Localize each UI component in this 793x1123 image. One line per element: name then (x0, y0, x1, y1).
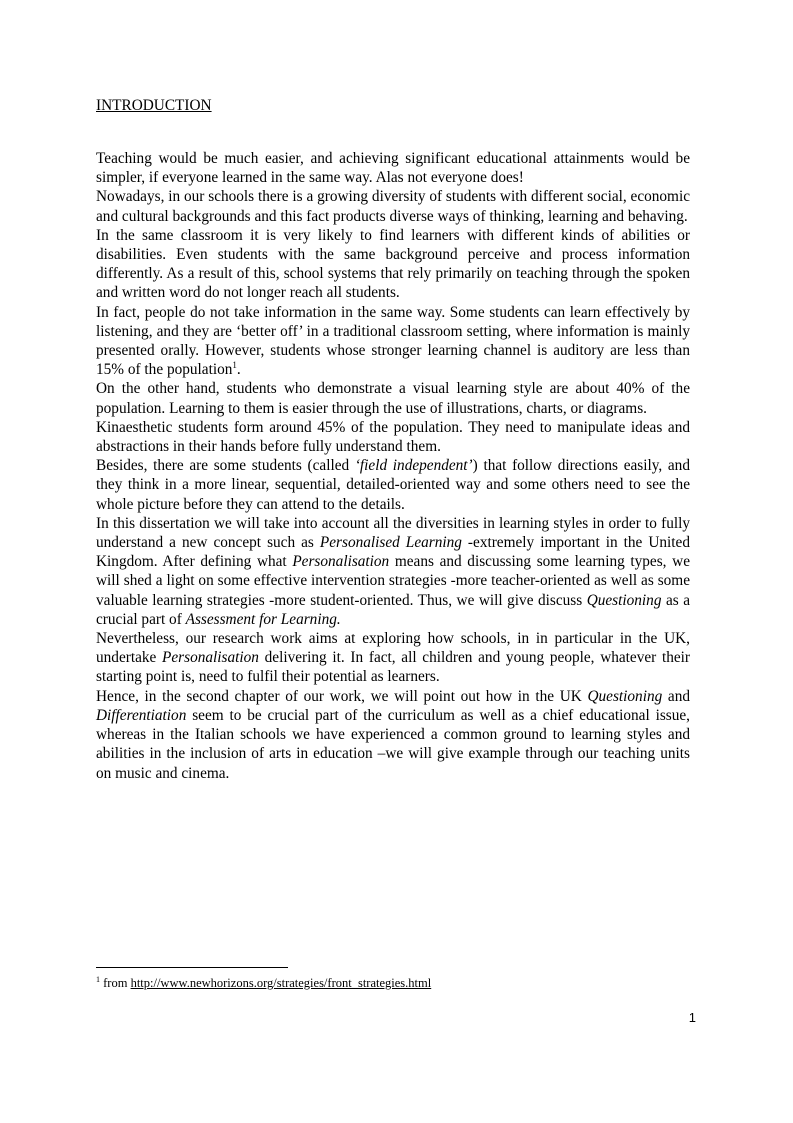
paragraph-text: ) that follow directions easily, and they think in a more linear, sequential, detailed-oriented way and some others need to see the whole picture before they can attend to the details. (96, 457, 690, 513)
italic-text: Assessment for Learning. (185, 610, 341, 628)
paragraph-text: . (236, 361, 241, 379)
paragraph (96, 187, 690, 225)
italic-text: Personalisation (292, 553, 390, 571)
italic-text: Personalisation (162, 649, 259, 667)
paragraph-text: and (662, 687, 690, 705)
italic-text: Questioning (587, 687, 663, 705)
italic-text: Questioning (586, 591, 662, 609)
paragraph (96, 226, 690, 303)
paragraph-text: In this dissertation we will take into account all the diversities in learning styles in order to fully understand a new concept such as (96, 514, 690, 552)
footnote-divider (96, 967, 288, 968)
paragraph (96, 687, 690, 783)
footnote-link[interactable]: http://www.newhorizons.org/strategies/front_strategies.html (130, 976, 432, 990)
paragraph-text: Nowadays, in our schools there is a growing diversity of students with different social, economic and cultural backgrounds and this fact products diverse ways of thinking, learning and behaving. (96, 188, 690, 225)
italic-text: Personalised Learning (319, 534, 462, 552)
paragraph-text: means and discussing some learning types, we will shed a light on some effective intervention strategies -more teacher-oriented as well as some valuable learning strategies -more student-oriented. Thus, we will give discuss (96, 553, 690, 609)
paragraph-text: Hence, in the second chapter of our work, we will point out how in the UK (96, 687, 588, 705)
italic-text: ‘field independent’ (354, 457, 473, 475)
paragraph (96, 456, 690, 514)
paragraph-text: In the same classroom it is very likely to find learners with different kinds of abilities or disabilities. Even students with the same background perceive and process information differently. As a result of this, school systems that rely primarily on teaching through the spoken and written word do not longer reach all students. (96, 226, 690, 302)
paragraph-text: Nevertheless, our research work aims at exploring how schools, in in particular in the UK, undertake (96, 630, 690, 667)
page-number: 1 (688, 1010, 696, 1025)
footnote (96, 975, 431, 991)
footnote-mark: 1 (96, 974, 100, 984)
paragraph-text: Teaching would be much easier, and achieving significant educational attainments would be simpler, if everyone learned in the same way. Alas not everyone does! (96, 150, 690, 187)
body-text (96, 149, 690, 783)
footnote-prefix: from (100, 976, 131, 990)
paragraph-text: Kinaesthetic students form around 45% of the population. They need to manipulate ideas and abstractions in their hands before fully understand them. (96, 418, 690, 456)
paragraph-text: seem to be crucial part of the curriculum as well as a chief educational issue, whereas in the Italian schools we have experienced a common ground to learning styles and abilities in the inclusion of arts in education –we will give example through our teaching units on music and cinema. (96, 706, 690, 782)
paragraph-text: as a crucial part of (96, 591, 691, 628)
paragraph (96, 303, 690, 380)
paragraph (96, 418, 690, 456)
paragraph (96, 629, 690, 687)
paragraph-text: -extremely important in the United Kingdom. After defining what (96, 534, 690, 571)
paragraph (96, 149, 690, 187)
paragraph-text: On the other hand, students who demonstrate a visual learning style are about 40% of the population. Learning to them is easier through the use of illustrations, charts, or diagrams. (96, 380, 690, 417)
paragraph-text: In fact, people do not take information in the same way. Some students can learn effectively by listening, and they are ‘better off’ in a traditional classroom setting, where information is mainly presented orally. However, students whose stronger learning channel is auditory are less than 15% of the population (96, 303, 690, 379)
italic-text: Differentiation (96, 706, 187, 724)
paragraph-text: Besides, there are some students (called (96, 457, 355, 475)
paragraph-text: delivering it. In fact, all children and young people, whatever their starting point is, need to fulfil their potential as learners. (96, 649, 690, 686)
paragraph (96, 379, 690, 417)
section-heading: INTRODUCTION (96, 97, 212, 114)
paragraph (96, 514, 690, 629)
footnote-reference: 1 (232, 360, 237, 371)
